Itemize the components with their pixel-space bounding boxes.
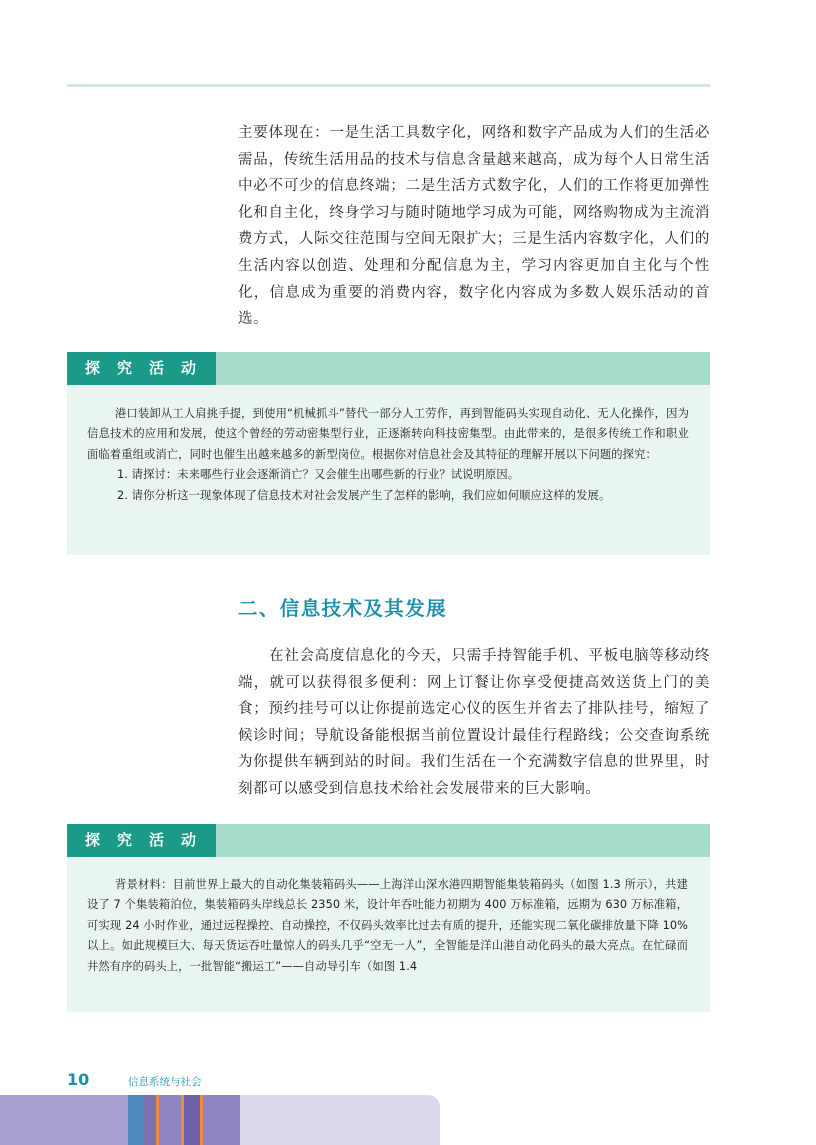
- inquiry-activity-title: 探究活动: [67, 352, 216, 385]
- running-footer-title: 信息系统与社会: [128, 1076, 202, 1088]
- inquiry-activity-box: [67, 857, 710, 1012]
- header-rule: [67, 84, 710, 87]
- page-number: 10: [67, 1070, 90, 1089]
- section-title: 二、信息技术及其发展: [238, 597, 448, 620]
- inquiry-activity-box: [67, 385, 710, 555]
- inquiry-intro: 港口装卸从工人肩挑手提，到使用“机械抓斗”替代一部分人工劳作，再到智能码头实现自动化、无人化操作，因为信息技术的应用和发展，使这个曾经的劳动密集型行业，正逐渐转向科技密集型。由此带来的，是很多传统工作和职业面临着重组或消亡，同时也催生出越来越多的新型岗位。根据你对信息社会及其特征的理解开展以下问题的探究：: [87, 407, 689, 461]
- inquiry-background-text: 背景材料：目前世界上最大的自动化集装箱码头——上海洋山深水港四期智能集装箱码头（如图 1.3 所示），共建设了 7 个集装箱泊位，集装箱码头岸线总长 2350 米，设计年吞吐能力初期为 400 万标准箱，远期为 630 万标准箱，可实现 24 小时作业，通过远程操控、自动操控，不仅码头效率比过去有质的提升，还能实现二氧化碳排放量下降 10%以上。如此规模巨大、每天货运吞吐量惊人的码头几乎“空无一人”，全智能是洋山港自动化码头的最大亮点。在忙碌而井然有序的码头上，一批智能“搬运工”——自动导引车（如图 1.4: [87, 878, 688, 973]
- inquiry-activity-header: [67, 824, 710, 857]
- inquiry-question-2: 2. 请你分析这一现象体现了信息技术对社会发展产生了怎样的影响，我们应如何顺应这样的发展。: [117, 488, 611, 502]
- body-paragraph: 在社会高度信息化的今天，只需手持智能手机、平板电脑等移动终端，就可以获得很多便利：网上订餐让你享受便捷高效送货上门的美食；预约挂号可以让你提前选定心仪的医生并省去了排队挂号，缩短了候诊时间；导航设备能根据当前位置设计最佳行程路线；公交查询系统为你提供车辆到站的时间。我们生活在一个充满数字信息的世界里，时刻都可以感受到信息技术给社会发展带来的巨大影响。: [238, 648, 710, 797]
- inquiry-question-1: 1. 请探讨：未来哪些行业会逐渐消亡？又会催生出哪些新的行业？试说明原因。: [117, 468, 520, 482]
- inquiry-activity-title: 探究活动: [67, 824, 216, 857]
- inquiry-activity-header: [67, 352, 710, 385]
- body-paragraph: 主要体现在：一是生活工具数字化，网络和数字产品成为人们的生活必需品，传统生活用品的技术与信息含量越来越高，成为每个人日常生活中必不可少的信息终端；二是生活方式数字化，人们的工作将更加弹性化和自主化，终身学习与随时随地学习成为可能，网络购物成为主流消费方式，人际交往范围与空间无限扩大；三是生活内容数字化，人们的生活内容以创造、处理和分配信息为主，学习内容更加自主化与个性化，信息成为重要的消费内容，数字化内容成为多数人娱乐活动的首选。: [238, 125, 710, 328]
